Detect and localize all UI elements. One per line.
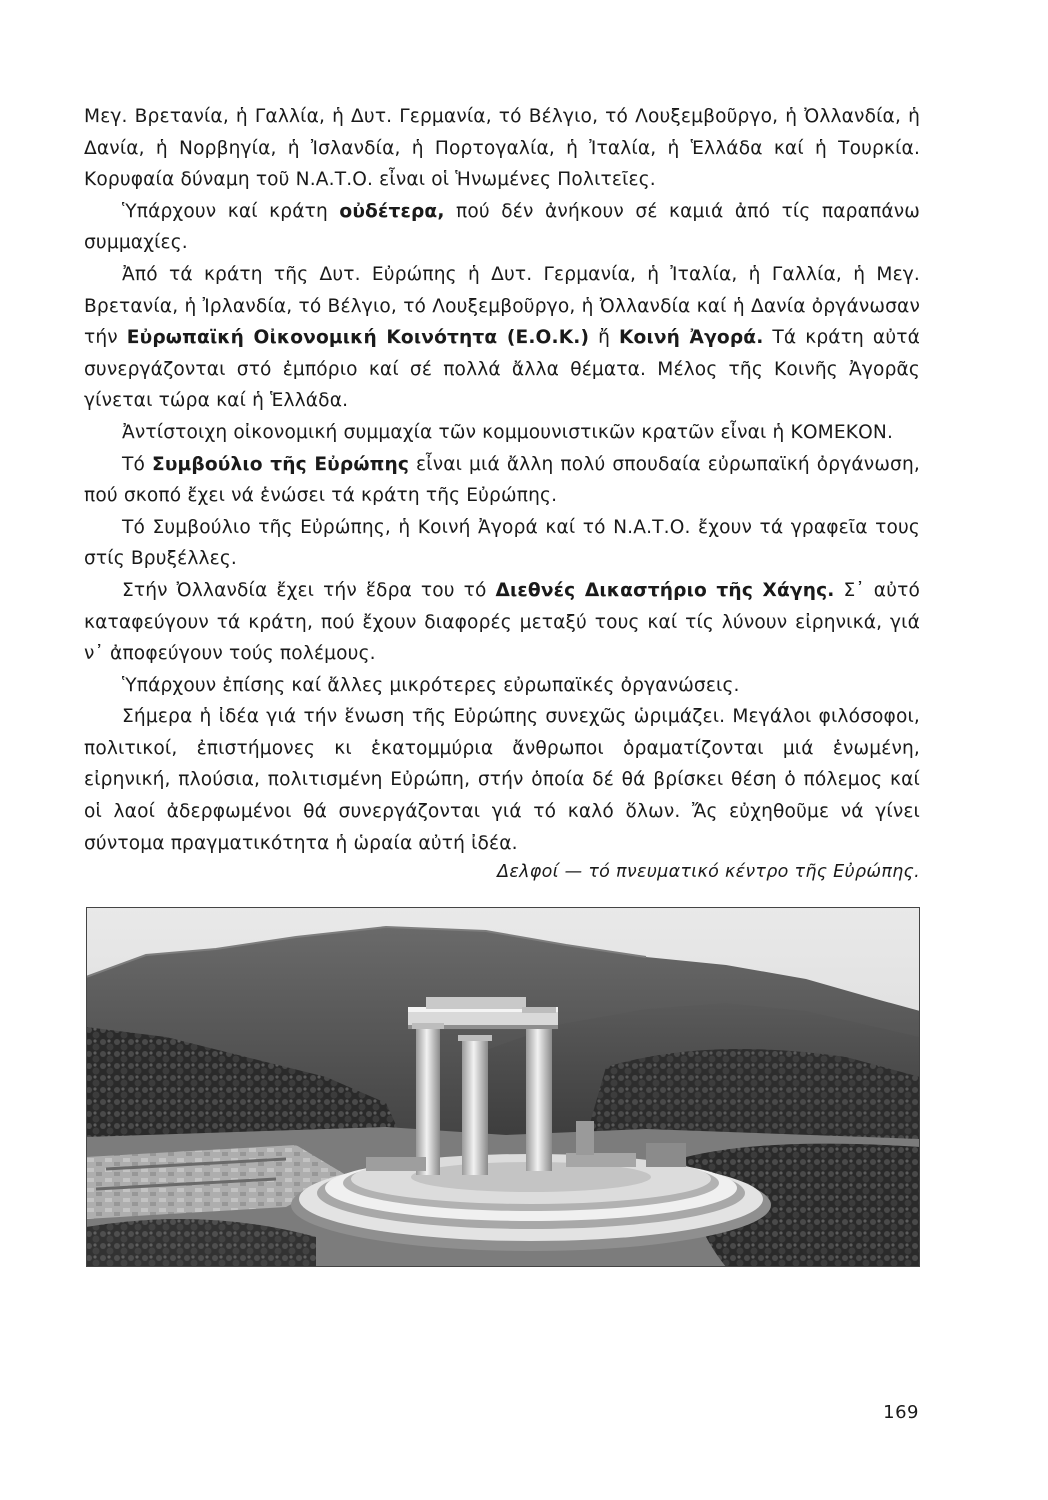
paragraph-9: Σήμερα ἡ ἰδέα γιά τήν ἕνωση τῆς Εὐρώπης συνεχῶς ὡριμάζει. Μεγάλοι φιλόσοφοι, πολιτικοί, ἐπιστήμονες κι ἑκατομμύρια ἄνθρωποι ὁραματίζονται μιά ἑνωμένη, εἰρηνική, πλούσια, πολιτισμένη Εὐρώπη, στήν ὁποία δέ θά βρίσκει θέση ὁ πόλεμος καί οἱ λαοί ἀδερφωμένοι θά συνεργάζονται γιά τό καλό ὅλων. Ἄς εὐχηθοῦμε νά γίνει σύντομα πραγματικότητα ἡ ὡραία αὐτή ἰδέα. bbox=[84, 706, 920, 854]
paragraph-6: Τό Συμβούλιο τῆς Εὐρώπης, ἡ Κοινή Ἀγορά καί τό Ν.Α.Τ.Ο. ἔχουν τά γραφεῖα τους στίς Βρυξέλλες. bbox=[84, 516, 920, 570]
paragraph-7-text: Σ᾽ αὐτό καταφεύγουν τά κράτη, πού ἔχουν διαφορές μεταξύ τους καί τίς λύνουν εἰρηνικά, γιά ν᾽ ἀποφεύγουν τούς πολέμους. bbox=[84, 579, 920, 665]
term-common-market: Κοινή Ἀγορά. bbox=[618, 327, 764, 349]
body-text bbox=[84, 101, 920, 859]
paragraph-2-text: Ὑπάρχουν καί κράτη bbox=[122, 200, 340, 222]
term-hague-court: Διεθνές Δικαστήριο τῆς Χάγης. bbox=[495, 579, 835, 601]
paragraph-4: Ἀντίστοιχη οἰκονομική συμμαχία τῶν κομμουνιστικῶν κρατῶν εἶναι ἡ ΚΟΜΕΚΟΝ. bbox=[122, 421, 894, 443]
photo-illustration bbox=[86, 907, 920, 1267]
term-eec: Εὐρωπαϊκή Οἰκονομική Κοινότητα (Ε.Ο.Κ.) bbox=[126, 327, 590, 349]
delphi-tholos-photo bbox=[86, 907, 920, 1267]
paragraph-5 bbox=[84, 449, 920, 512]
paragraph-5-text: εἶναι μιά ἄλλη πολύ σπουδαία εὐρωπαϊκή ὀργάνωση, πού σκοπό ἔχει νά ἑνώσει τά κράτη τῆς Εὐρώπης. bbox=[84, 453, 920, 507]
paragraph-2-text: πού δέν ἀνήκουν σέ καμιά ἀπό τίς παραπάνω συμμαχίες. bbox=[84, 200, 920, 254]
tholos-columns bbox=[408, 997, 558, 1175]
page-number: 169 bbox=[883, 1402, 919, 1423]
paragraph-8: Ὑπάρχουν ἐπίσης καί ἄλλες μικρότερες εὐρωπαϊκές ὀργανώσεις. bbox=[122, 674, 740, 696]
paragraph-3-text: Τά κράτη αὐτά συνεργάζονται στό ἐμπόριο καί σέ πολλά ἄλλα θέματα. Μέλος τῆς Κοινῆς Ἀγορᾶς γίνεται τώρα καί ἡ Ἑλλάδα. bbox=[84, 327, 920, 412]
paragraph-5-text: Τό bbox=[122, 453, 152, 475]
photo-caption: Δελφοί — τό πνευματικό κέντρο τῆς Εὐρώπης. bbox=[497, 862, 920, 882]
paragraph-3-text: Ἀπό τά κράτη τῆς Δυτ. Εὐρώπης ἡ Δυτ. Γερμανία, ἡ Ἰταλία, ἡ Γαλλία, ἡ Μεγ. Βρετανία, ἡ Ἰρλανδία, τό Βέλγιο, τό Λουξεμβοῦργο, ἡ Ὀλλανδία καί ἡ Δανία ὀργάνωσαν τήν bbox=[84, 263, 920, 349]
term-neutral: οὐδέτερα, bbox=[339, 200, 445, 222]
paragraph-7 bbox=[84, 575, 920, 670]
paragraph-7-text: Στήν Ὀλλανδία ἔχει τήν ἕδρα του τό bbox=[122, 579, 496, 601]
paragraph-3 bbox=[84, 259, 920, 417]
term-council-of-europe: Συμβούλιο τῆς Εὐρώπης bbox=[152, 453, 410, 475]
paragraph-2 bbox=[84, 196, 920, 259]
paragraph-3-text: ἤ bbox=[589, 327, 619, 349]
paragraph-1: Μεγ. Βρετανία, ἡ Γαλλία, ἡ Δυτ. Γερμανία, τό Βέλγιο, τό Λουξεμβοῦργο, ἡ Ὀλλανδία, ἡ Δανία, ἡ Νορβηγία, ἡ Ἰσλανδία, ἡ Πορτογαλία, ἡ Ἰταλία, ἡ Ἑλλάδα καί ἡ Τουρκία. Κορυφαία δύναμη τοῦ Ν.Α.Τ.Ο. εἶναι οἱ Ἡνωμένες Πολιτεῖες. bbox=[84, 106, 920, 191]
